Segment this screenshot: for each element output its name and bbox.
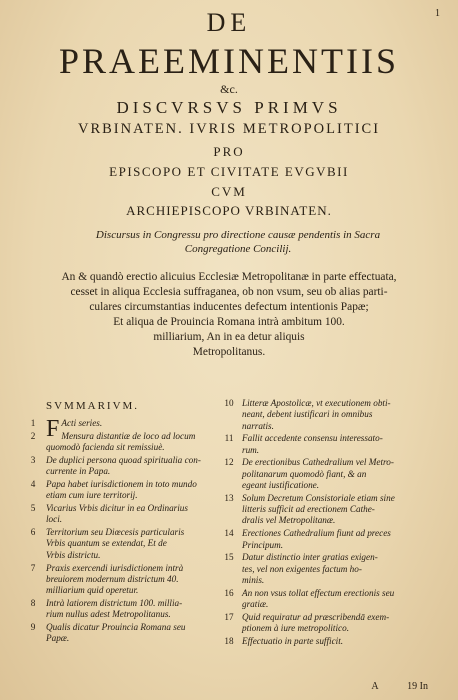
summary-item-line: breuiorem modernum districtum 40. [46, 573, 179, 584]
summary-item-line: ptionem à iure metropolitico. [242, 623, 350, 634]
folio-number: 1 [435, 8, 440, 19]
catchword-line [371, 681, 428, 692]
quaestio-line: Et aliqua de Prouincia Romana intrà ambitum 100. [113, 316, 345, 328]
title-cum: CVM [211, 184, 247, 199]
summary-item [20, 598, 212, 621]
summary-item-line: Papa habet iurisdictionem in toto mundo [46, 478, 197, 489]
summary-item-line: Fallit accedente consensu interessato- [242, 433, 383, 444]
summary-item-number: 10 [224, 398, 234, 408]
summary-item-line: Vicarius Vrbis dicitur in ea Ordinarius [46, 503, 188, 514]
summary-item-number: 12 [224, 457, 234, 468]
title-main: PRAEEMINENTIIS [59, 41, 399, 81]
title-archiepiscopo: ARCHIEPISCOPO VRBINATEN. [126, 203, 332, 218]
summary-item-number: 6 [30, 527, 36, 538]
summary-item [20, 622, 212, 645]
summary-item [20, 503, 212, 526]
summary-item-line: loci. [46, 514, 63, 525]
summary-item-number: 4 [30, 478, 36, 489]
summary-item-number: 1 [30, 418, 36, 428]
summary-item-number: 7 [30, 562, 36, 573]
summary-item-line: Litteræ Apostolicæ, vt executionem obti- [242, 398, 391, 408]
quaestio-line: culares circumstantias inducentes defectum intentionis Papæ; [89, 301, 369, 313]
summary-item-line: milliarium quid operetur. [46, 585, 139, 596]
summary-item-text: Acti series. [61, 418, 103, 428]
summary-item-line: Qualis dicatur Prouincia Romana seu [46, 622, 186, 633]
summarium-right-column [216, 398, 438, 649]
summary-item-line: egeant iustificatione. [242, 480, 320, 491]
summary-item [216, 433, 438, 456]
summary-item-line: tes, vel non exigentes factum ho- [242, 563, 362, 574]
summarium-heading: SVMMARIVM. [46, 400, 140, 412]
summary-item-number: 11 [224, 433, 234, 444]
summary-item-line: narratis. [242, 420, 274, 431]
summary-item [216, 552, 438, 586]
summary-item-line: Principum. [242, 539, 284, 550]
summary-item-number: 3 [30, 454, 36, 465]
summary-item-line: neant, debent iustificari in omnibus [242, 409, 373, 420]
summary-item-line: minis. [242, 574, 265, 585]
summary-item [216, 636, 438, 647]
discursus-note [58, 228, 418, 256]
summary-item-number: 13 [224, 492, 234, 503]
summary-item-line: Datur distinctio inter gratias exigen- [242, 552, 378, 563]
summary-item-line: De erectionibus Cathedralium vel Metro- [242, 457, 394, 468]
summary-item [216, 457, 438, 491]
summary-item-line: dralis vel Metropolitanæ. [242, 515, 336, 526]
summary-item-number: 15 [224, 552, 234, 563]
summary-item-number: 14 [224, 528, 234, 539]
quaestio-line: An & quandò erectio alicuius Ecclesiæ Metropolitanæ in parte effectuata, [61, 271, 397, 283]
summary-item-line: Mensura distantiæ de loco ad locum [61, 430, 196, 441]
summary-item-line: etiam cum iure territorij. [46, 490, 138, 501]
quaestio-line: Metropolitanus. [192, 346, 266, 358]
summarium-left-column [20, 418, 212, 646]
summary-item [20, 455, 212, 478]
summary-item-line: currente in Papa. [46, 466, 111, 477]
title-etc: &c. [220, 82, 238, 96]
signature-mark: A [371, 681, 379, 692]
summary-item-line: rum. [242, 444, 260, 455]
title-de: DE [206, 8, 252, 37]
summary-item [216, 493, 438, 527]
title-discursus: DISCVRSVS PRIMVS [116, 98, 342, 117]
summary-item-line: Effectuatio in parte sufficit. [242, 635, 344, 646]
summary-item-number: 5 [30, 503, 36, 514]
summary-item-line: Vrbis districtu. [46, 549, 101, 560]
summary-item-line: quomodò facienda sit remissiuè. [46, 442, 165, 453]
summary-item-line: Vrbis quantum se extendat, Et de [46, 538, 167, 549]
summary-item-line: litteris sufficit ad erectionem Cathe- [242, 504, 375, 515]
summary-item-number: 8 [30, 597, 36, 608]
summary-item-line: Territorium seu Diœcesis particularis [46, 527, 185, 538]
summary-item-line: politanarum quomodò fiant, & an [242, 468, 367, 479]
summary-item [216, 612, 438, 635]
summary-item-line: Intrà latiorem districtum 100. millia- [46, 597, 183, 608]
catchword: 19 In [407, 681, 428, 692]
title-urbinaten: VRBINATEN. IVRIS METROPOLITICI [77, 121, 381, 137]
summary-item-line: Quid requiratur ad præscribendā exem- [242, 611, 390, 622]
summary-item-line: Erectiones Cathedralium fiunt ad preces [242, 528, 391, 539]
summary-item [20, 479, 212, 502]
summary-item-line: An non vsus tollat effectum erectionis seu [242, 587, 395, 598]
summary-item-number: 9 [30, 622, 36, 633]
title-pro: PRO [213, 144, 245, 159]
discursus-line: Congregatione Concilij. [184, 243, 292, 255]
summary-item-number: 17 [224, 611, 234, 622]
summary-item-line: Solum Decretum Consistoriale etiam sine [242, 492, 395, 503]
summary-item [216, 588, 438, 611]
summary-item [216, 398, 438, 432]
summary-item-number: 18 [224, 635, 234, 646]
discursus-line: Discursus in Congressu pro directione causæ pendentis in Sacra [95, 229, 381, 241]
summary-item-line: Praxis exercendi iurisdictionem intrà [46, 562, 184, 573]
summary-item-line: Papæ. [46, 633, 70, 644]
quaestio-line: cesset in aliqua Ecclesia suffraganea, ob non vsum, seu ob alias parti- [70, 286, 388, 298]
summary-item-line: rium nullus adest Metropolitanus. [46, 609, 171, 620]
summary-item [216, 528, 438, 551]
drop-capital: F [46, 416, 60, 442]
summary-item-number: 2 [30, 430, 36, 441]
summary-item-line: De duplici persona quoad spiritualia con- [46, 454, 201, 465]
quaestio-block [20, 270, 438, 360]
summary-item [20, 431, 212, 454]
summary-item-number: 16 [224, 587, 234, 598]
summary-item [20, 527, 212, 561]
summary-item-line: gratiæ. [242, 599, 269, 610]
summary-item [20, 563, 212, 597]
quaestio-line: milliarium, An in ea detur aliquis [153, 331, 305, 343]
title-episcopo: EPISCOPO ET CIVITATE EVGVBII [109, 164, 349, 179]
